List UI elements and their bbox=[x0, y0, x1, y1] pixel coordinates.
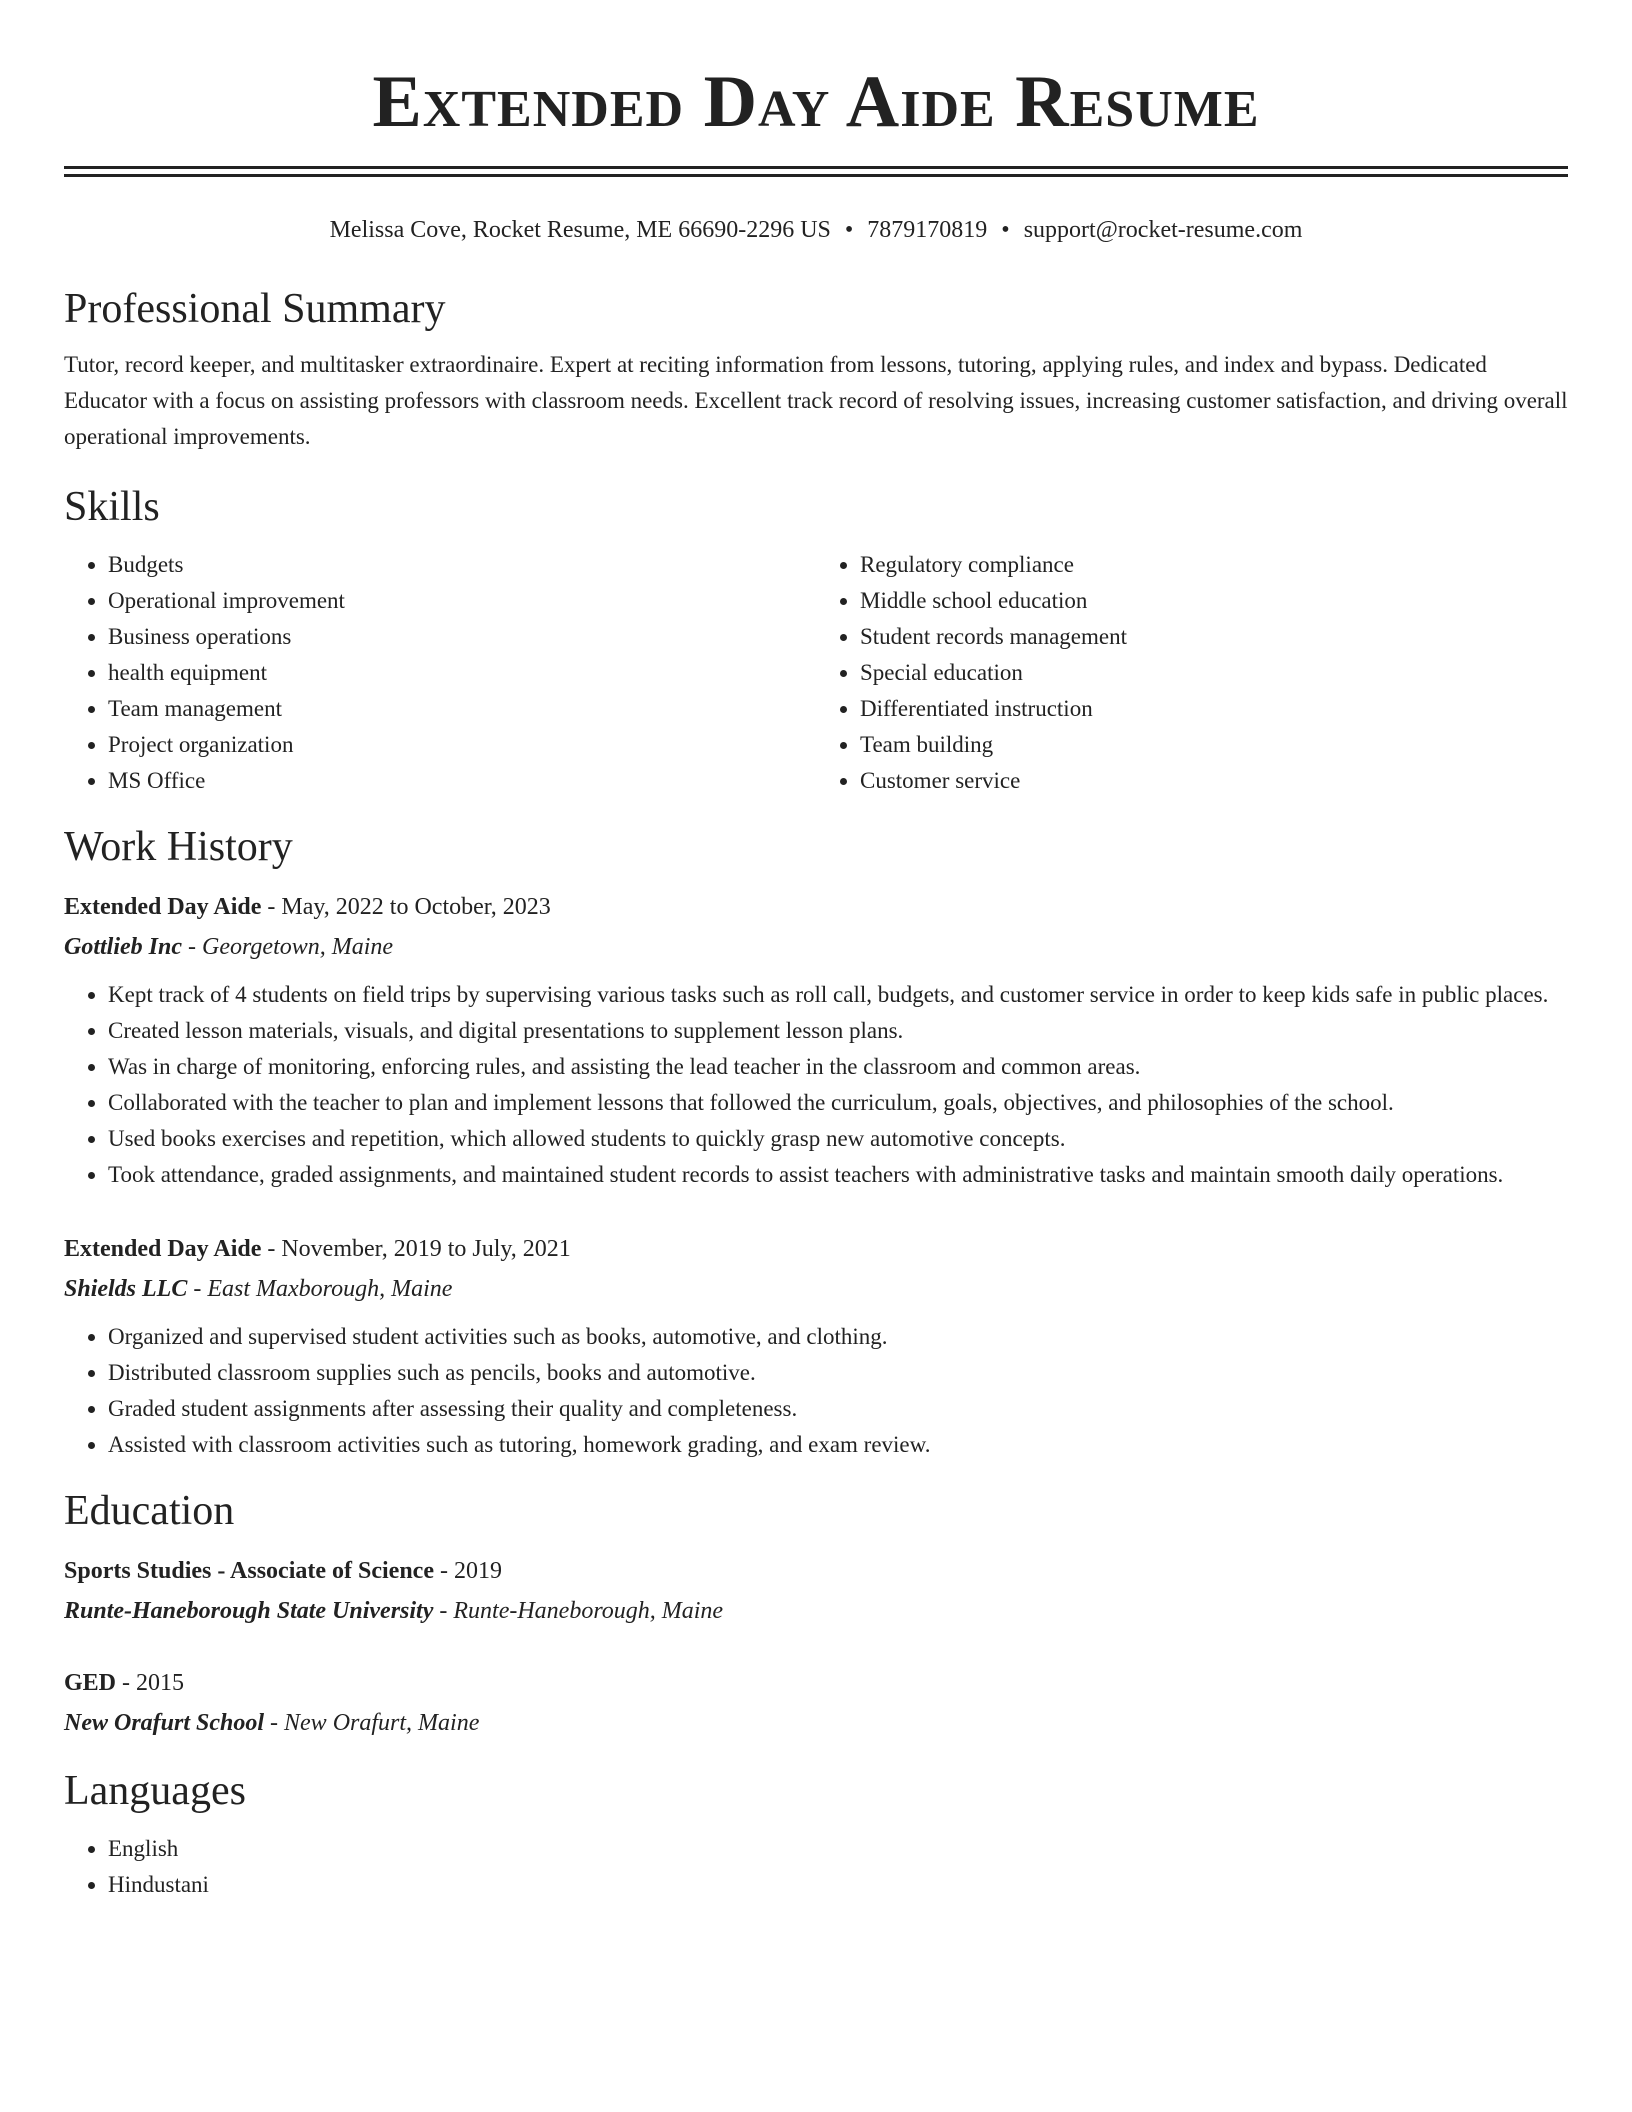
job-title: Extended Day Aide bbox=[64, 894, 262, 920]
education-school: New Orafurt School bbox=[64, 1710, 265, 1736]
job-bullet: • Kept track of 4 students on field trips by supervising various tasks such as roll call, budgets, and customer service in order to keep kids safe in public places. bbox=[108, 977, 1568, 1013]
education-year: - 2015 bbox=[116, 1670, 185, 1696]
job-bullet: • Created lesson materials, visuals, and digital presentations to supplement lesson plans. bbox=[108, 1013, 1568, 1049]
job-dates: - November, 2019 to July, 2021 bbox=[261, 1236, 571, 1262]
skill-item: • Project organization bbox=[108, 727, 816, 763]
job-employer bbox=[64, 1269, 1568, 1309]
education-year: - 2019 bbox=[433, 1558, 502, 1584]
summary-heading: Professional Summary bbox=[64, 286, 446, 332]
job-bullet: • Assisted with classroom activities such as tutoring, homework grading, and exam review. bbox=[108, 1427, 1568, 1463]
job-bullet: • Was in charge of monitoring, enforcing rules, and assisting the lead teacher in the classroom and common areas. bbox=[108, 1049, 1568, 1085]
title-divider-bottom bbox=[64, 174, 1568, 177]
skill-item: • Special education bbox=[860, 655, 1568, 691]
job-location: - East Maxborough, Maine bbox=[187, 1276, 453, 1302]
summary-text: Tutor, record keeper, and multitasker extraordinaire. Expert at reciting information from lessons, tutoring, applying rules, and index and bypass. Dedicated Educator with a focus on assisting professors with classroom needs. Excellent track record of resolving issues, increasing customer satisfaction, and driving overall operational improvements. bbox=[64, 352, 1568, 449]
language-item: • English bbox=[108, 1831, 1568, 1867]
skills-list-left bbox=[64, 547, 816, 799]
contact-separator: • bbox=[1001, 217, 1010, 243]
job-bullet: • Graded student assignments after assessing their quality and completeness. bbox=[108, 1391, 1568, 1427]
education-entry bbox=[64, 1663, 1568, 1743]
job-bullet: • Took attendance, graded assignments, and maintained student records to assist teachers with administrative tasks and maintain smooth daily operations. bbox=[108, 1157, 1568, 1193]
education-degree: Sports Studies - Associate of Science bbox=[64, 1558, 434, 1584]
education-location: - Runte-Haneborough, Maine bbox=[433, 1598, 724, 1624]
education-entry bbox=[64, 1551, 1568, 1631]
contact-email[interactable]: support@rocket-resume.com bbox=[1023, 217, 1303, 243]
skill-item: • health equipment bbox=[108, 655, 816, 691]
language-item: • Hindustani bbox=[108, 1867, 1568, 1903]
contact-address: Melissa Cove, Rocket Resume, ME 66690-2296 US bbox=[329, 217, 831, 243]
job-location: - Georgetown, Maine bbox=[182, 934, 394, 960]
education-header bbox=[64, 1551, 1568, 1591]
skill-item: • Operational improvement bbox=[108, 583, 816, 619]
education-location: - New Orafurt, Maine bbox=[264, 1710, 480, 1736]
job-entry bbox=[64, 887, 1568, 1193]
skill-item: • Middle school education bbox=[860, 583, 1568, 619]
skills-columns bbox=[64, 547, 1568, 799]
languages-heading: Languages bbox=[64, 1768, 246, 1814]
job-bullet: • Collaborated with the teacher to plan and implement lessons that followed the curriculum, goals, objectives, and philosophies of the school. bbox=[108, 1085, 1568, 1121]
job-bullets bbox=[64, 977, 1568, 1193]
skills-heading: Skills bbox=[64, 484, 160, 530]
education-header bbox=[64, 1663, 1568, 1703]
job-bullets bbox=[64, 1319, 1568, 1463]
languages-list bbox=[64, 1831, 1568, 1903]
skill-item: • Business operations bbox=[108, 619, 816, 655]
skill-item: • Regulatory compliance bbox=[860, 547, 1568, 583]
job-header bbox=[64, 887, 1568, 927]
education-heading: Education bbox=[64, 1488, 235, 1534]
job-company: Gottlieb Inc bbox=[64, 934, 182, 960]
job-bullet: • Organized and supervised student activities such as books, automotive, and clothing. bbox=[108, 1319, 1568, 1355]
job-entry bbox=[64, 1229, 1568, 1463]
skill-item: • Customer service bbox=[860, 763, 1568, 799]
skill-item: • Budgets bbox=[108, 547, 816, 583]
skill-item: • Team management bbox=[108, 691, 816, 727]
contact-separator: • bbox=[844, 217, 854, 243]
job-company: Shields LLC bbox=[64, 1276, 188, 1302]
skills-list-right bbox=[816, 547, 1568, 799]
job-bullet: • Used books exercises and repetition, which allowed students to quickly grasp new automotive concepts. bbox=[108, 1121, 1568, 1157]
job-title: Extended Day Aide bbox=[64, 1236, 262, 1262]
skill-item: • MS Office bbox=[108, 763, 816, 799]
title-divider-top bbox=[64, 166, 1568, 169]
skill-item: • Team building bbox=[860, 727, 1568, 763]
work-history-heading: Work History bbox=[64, 824, 293, 870]
education-school-line bbox=[64, 1591, 1568, 1631]
skill-item: • Student records management bbox=[860, 619, 1568, 655]
job-header bbox=[64, 1229, 1568, 1269]
resume-title: Extended Day Aide Resume bbox=[372, 61, 1260, 143]
education-degree: GED bbox=[64, 1670, 117, 1696]
education-school: Runte-Haneborough State University bbox=[64, 1598, 434, 1624]
job-bullet: • Distributed classroom supplies such as pencils, books and automotive. bbox=[108, 1355, 1568, 1391]
contact-line bbox=[64, 215, 1568, 245]
contact-phone: 7879170819 bbox=[867, 217, 988, 243]
job-dates: - May, 2022 to October, 2023 bbox=[261, 894, 551, 920]
job-employer bbox=[64, 927, 1568, 967]
skill-item: • Differentiated instruction bbox=[860, 691, 1568, 727]
education-school-line bbox=[64, 1703, 1568, 1743]
